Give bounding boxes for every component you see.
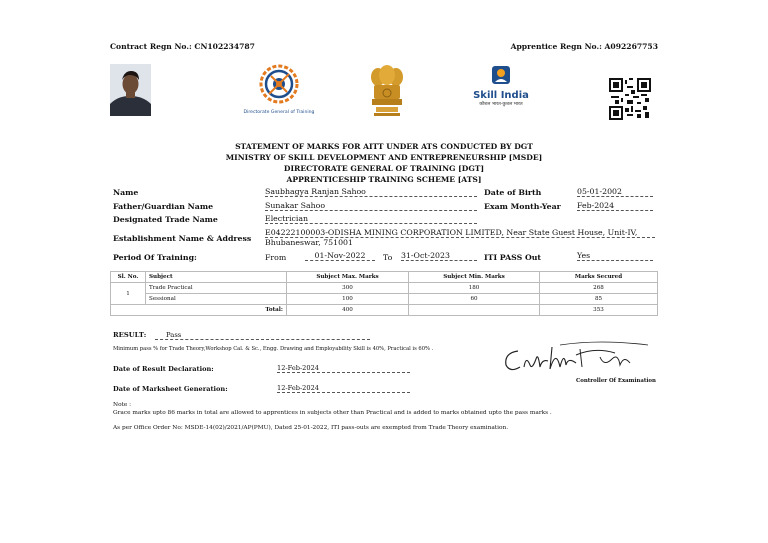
col-max-marks: Subject Max. Marks <box>287 272 409 283</box>
secured-cell: 268 <box>540 283 658 294</box>
total-max: 400 <box>287 305 409 316</box>
result-value: Pass <box>155 331 370 340</box>
result-label: RESULT: <box>113 331 147 339</box>
contract-regn: Contract Regn No.: CN102234787 <box>110 42 255 51</box>
dob-label: Date of Birth <box>484 188 542 197</box>
name-value: Saubhagya Ranjan Sahoo <box>265 187 477 197</box>
table-row <box>111 283 658 294</box>
subject-cell: Trade Practical <box>146 283 287 294</box>
table-header-row <box>111 272 658 283</box>
national-emblem <box>368 63 406 119</box>
to-label: To <box>383 253 393 262</box>
min-cell: 60 <box>409 294 540 305</box>
dgt-logo <box>240 64 318 120</box>
min-cell: 180 <box>409 283 540 294</box>
min-pass-note: Minimum pass % for Trade Theory,Workshop Cal. & Sc., Engg. Drawing and Employability Skill is 40%, Practical is 60% . <box>113 346 434 352</box>
max-cell: 300 <box>287 283 409 294</box>
note-label: Note : <box>113 402 132 408</box>
subject-cell: Sessional <box>146 294 287 305</box>
sl-no-cell: 1 <box>111 283 146 305</box>
max-cell: 100 <box>287 294 409 305</box>
exam-month-label: Exam Month-Year <box>484 202 561 211</box>
dgt-caption: Directorate General of Training <box>243 110 315 115</box>
qr-code <box>609 78 651 120</box>
controller-signature <box>500 337 650 377</box>
table-total-row <box>111 305 658 316</box>
trade-label: Designated Trade Name <box>113 215 218 224</box>
exam-month-value: Feb-2024 <box>577 201 653 211</box>
period-label: Period Of Training: <box>113 253 197 262</box>
establishment-label: Establishment Name & Address <box>113 234 252 243</box>
directorate-title: DIRECTORATE GENERAL OF TRAINING [DGT] <box>283 164 485 173</box>
establishment-line2: Bhubaneswar, 751001 <box>265 238 353 247</box>
statement-title: STATEMENT OF MARKS FOR AITT UNDER ATS CONDUCTED BY DGT <box>235 142 533 151</box>
col-min-marks: Subject Min. Marks <box>409 272 540 283</box>
skill-india-text: Skill India <box>473 90 529 101</box>
from-date: 01-Nov-2022 <box>305 251 375 261</box>
total-label: Total: <box>111 305 287 316</box>
generation-date: 12-Feb-2024 <box>277 384 410 393</box>
secured-cell: 85 <box>540 294 658 305</box>
dob-value: 05-01-2002 <box>577 187 653 197</box>
apprentice-regn: Apprentice Regn No.: A092267753 <box>510 42 658 51</box>
marks-table <box>110 271 658 316</box>
iti-label: ITI PASS Out <box>484 253 542 262</box>
skill-india-emblem-icon <box>490 64 512 86</box>
scheme-title: APPRENTICESHIP TRAINING SCHEME [ATS] <box>286 175 482 184</box>
col-sl-no: Sl. No. <box>111 272 146 283</box>
office-order-note: As per Office Order No: MSDE-14(02)/2021/AP(PMU), Dated 25-01-2022, ITI pass-outs are exempted from Trade Theory examination. <box>113 425 509 431</box>
to-date: 31-Oct-2023 <box>401 251 477 261</box>
iti-value: Yes <box>577 251 653 261</box>
declaration-date: 12-Feb-2024 <box>277 364 410 373</box>
ashoka-lion-icon <box>368 63 406 119</box>
ministry-title: MINISTRY OF SKILL DEVELOPMENT AND ENTREPRENEURSHIP [MSDE] <box>225 153 543 162</box>
total-secured: 353 <box>540 305 658 316</box>
father-label: Father/Guardian Name <box>113 202 214 211</box>
name-label: Name <box>113 188 139 197</box>
declaration-label: Date of Result Declaration: <box>113 365 214 373</box>
father-value: Sunakar Sahoo <box>265 201 477 211</box>
trade-value: Electrician <box>265 214 477 224</box>
col-subject: Subject <box>146 272 287 283</box>
col-marks-secured: Marks Secured <box>540 272 658 283</box>
establishment-line1: E04222100003-ODISHA MINING CORPORATION LIMITED, Near State Guest House, Unit-IV, <box>265 228 655 238</box>
candidate-photo <box>110 64 151 116</box>
grace-note: Grace marks upto 86 marks in total are allowed to apprentices in subjects other than Practical and is added to marks obtained upto the pass marks . <box>113 410 552 416</box>
dgt-emblem-icon <box>259 64 299 104</box>
controller-title: Controller Of Examination <box>576 378 656 384</box>
total-min-empty <box>409 305 540 316</box>
from-label: From <box>265 253 287 262</box>
table-row <box>111 294 658 305</box>
skill-india-tagline: कौशल भारत-कुशल भारत <box>479 102 523 107</box>
skill-india-logo <box>466 64 536 120</box>
generation-label: Date of Marksheet Generation: <box>113 385 228 393</box>
